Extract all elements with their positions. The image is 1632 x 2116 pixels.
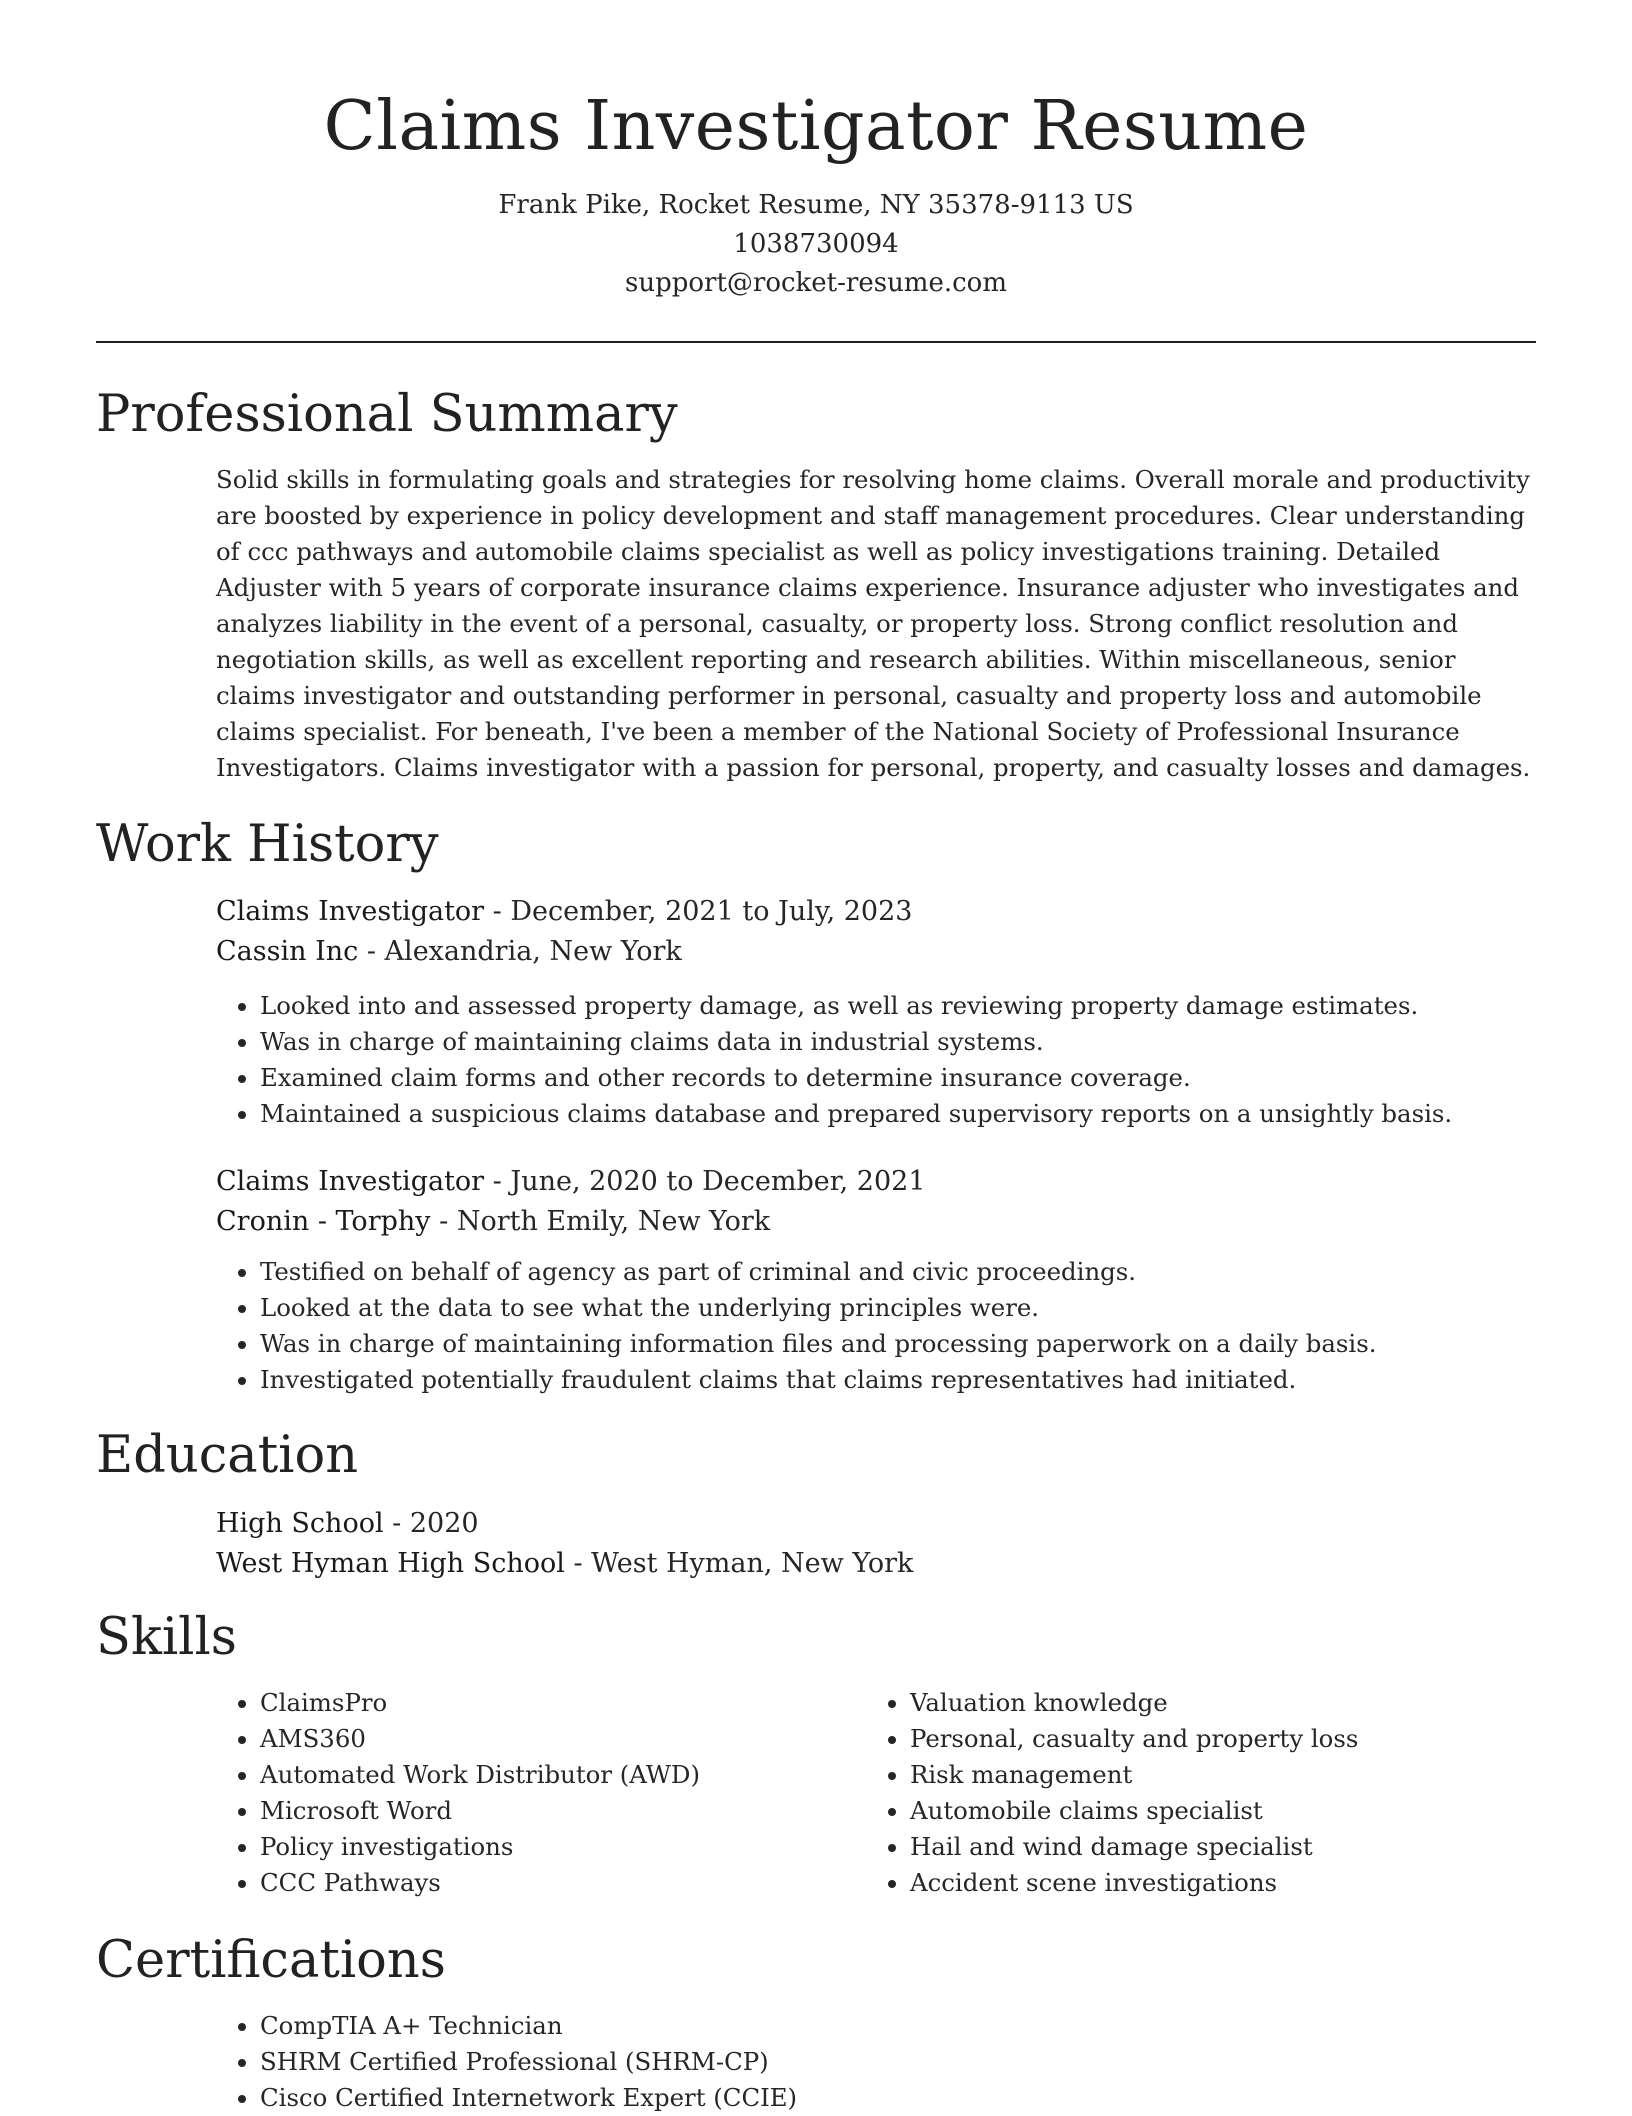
list-item: • Was in charge of maintaining information files and processing paperwork on a daily basis. bbox=[260, 1326, 1532, 1362]
list-item: • Investigated potentially fraudulent claims that claims representatives had initiated. bbox=[260, 1362, 1532, 1398]
job-bullets bbox=[216, 1254, 1532, 1398]
education-degree: High School bbox=[216, 1508, 384, 1539]
contact-phone: 1038730094 bbox=[733, 229, 899, 259]
summary-text: Solid skills in formulating goals and strategies for resolving home claims. Overall morale and productivity are boosted by experience in policy development and staff management procedures. Clear understanding of ccc pathways and automobile claims specialist as well as policy investigations training. Detailed Adjuster with 5 years of corporate insurance claims experience. Insurance adjuster who investigates and analyzes liability in the event of a personal, casualty, or property loss. Strong conflict resolution and negotiation skills, as well as excellent reporting and research abilities. Within miscellaneous, senior claims investigator and outstanding performer in personal, casualty and property loss and automobile claims specialist. For beneath, I've been a member of the National Society of Professional Insurance Investigators. Claims investigator with a passion for personal, property, and casualty losses and damages. bbox=[216, 465, 1531, 782]
certifications-list bbox=[216, 2008, 797, 2116]
job-location: - North Emily, New York bbox=[430, 1206, 771, 1237]
job-title: Claims Investigator bbox=[216, 896, 485, 927]
job-entry-1 bbox=[216, 892, 1532, 1132]
certification-item: • SHRM Certified Professional (SHRM-CP) bbox=[260, 2044, 797, 2080]
skill-item: • Valuation knowledge bbox=[910, 1685, 1358, 1721]
skills-heading: Skills bbox=[96, 1608, 237, 1667]
skill-item: • CCC Pathways bbox=[260, 1865, 700, 1901]
job-entry-2 bbox=[216, 1162, 1532, 1398]
work-history-heading: Work History bbox=[96, 815, 439, 874]
job-company: Cronin - Torphy bbox=[216, 1206, 431, 1237]
education-year: - 2020 bbox=[383, 1508, 479, 1539]
education-degree-line bbox=[216, 1504, 1532, 1544]
list-item: • Testified on behalf of agency as part of criminal and civic proceedings. bbox=[260, 1254, 1532, 1290]
contact-email: support@rocket-resume.com bbox=[624, 268, 1007, 298]
job-bullets bbox=[216, 988, 1532, 1132]
skill-item: • Personal, casualty and property loss bbox=[910, 1721, 1358, 1757]
education-heading: Education bbox=[96, 1426, 359, 1485]
list-item: • Was in charge of maintaining claims data in industrial systems. bbox=[260, 1024, 1532, 1060]
job-location: - Alexandria, New York bbox=[358, 936, 682, 967]
contact-block bbox=[0, 186, 1632, 303]
job-title-line bbox=[216, 892, 1532, 932]
certifications-heading: Certifications bbox=[96, 1931, 446, 1990]
job-company: Cassin Inc bbox=[216, 936, 359, 967]
certification-item: • Cisco Certified Internetwork Expert (CCIE) bbox=[260, 2080, 797, 2116]
job-dates: - December, 2021 to July, 2023 bbox=[484, 896, 913, 927]
skill-item: • Accident scene investigations bbox=[910, 1865, 1358, 1901]
list-item: • Looked into and assessed property damage, as well as reviewing property damage estimates. bbox=[260, 988, 1532, 1024]
contact-address: Frank Pike, Rocket Resume, NY 35378-9113 US bbox=[498, 190, 1134, 220]
skill-item: • Hail and wind damage specialist bbox=[910, 1829, 1358, 1865]
skill-item: • Automobile claims specialist bbox=[910, 1793, 1358, 1829]
job-dates: - June, 2020 to December, 2021 bbox=[484, 1166, 926, 1197]
job-company-line bbox=[216, 1202, 1532, 1242]
skill-item: • ClaimsPro bbox=[260, 1685, 700, 1721]
resume-header bbox=[0, 0, 1632, 303]
skill-item: • Risk management bbox=[910, 1757, 1358, 1793]
education-entry bbox=[216, 1504, 1532, 1584]
skill-item: • Automated Work Distributor (AWD) bbox=[260, 1757, 700, 1793]
job-company-line bbox=[216, 932, 1532, 972]
education-school: West Hyman High School bbox=[216, 1548, 565, 1579]
list-item: • Looked at the data to see what the underlying principles were. bbox=[260, 1290, 1532, 1326]
job-title-line bbox=[216, 1162, 1532, 1202]
resume-title: Claims Investigator Resume bbox=[323, 87, 1309, 166]
list-item: • Examined claim forms and other records to determine insurance coverage. bbox=[260, 1060, 1532, 1096]
skills-list-right bbox=[866, 1685, 1358, 1901]
education-location: - West Hyman, New York bbox=[564, 1548, 914, 1579]
list-item: • Maintained a suspicious claims database and prepared supervisory reports on a unsightly basis. bbox=[260, 1096, 1532, 1132]
skill-item: • AMS360 bbox=[260, 1721, 700, 1757]
job-title: Claims Investigator bbox=[216, 1166, 485, 1197]
certification-item: • CompTIA A+ Technician bbox=[260, 2008, 797, 2044]
skill-item: • Policy investigations bbox=[260, 1829, 700, 1865]
skill-item: • Microsoft Word bbox=[260, 1793, 700, 1829]
skills-list-left bbox=[216, 1685, 700, 1901]
summary-heading: Professional Summary bbox=[96, 385, 678, 444]
education-school-line bbox=[216, 1544, 1532, 1584]
header-divider bbox=[96, 341, 1536, 343]
